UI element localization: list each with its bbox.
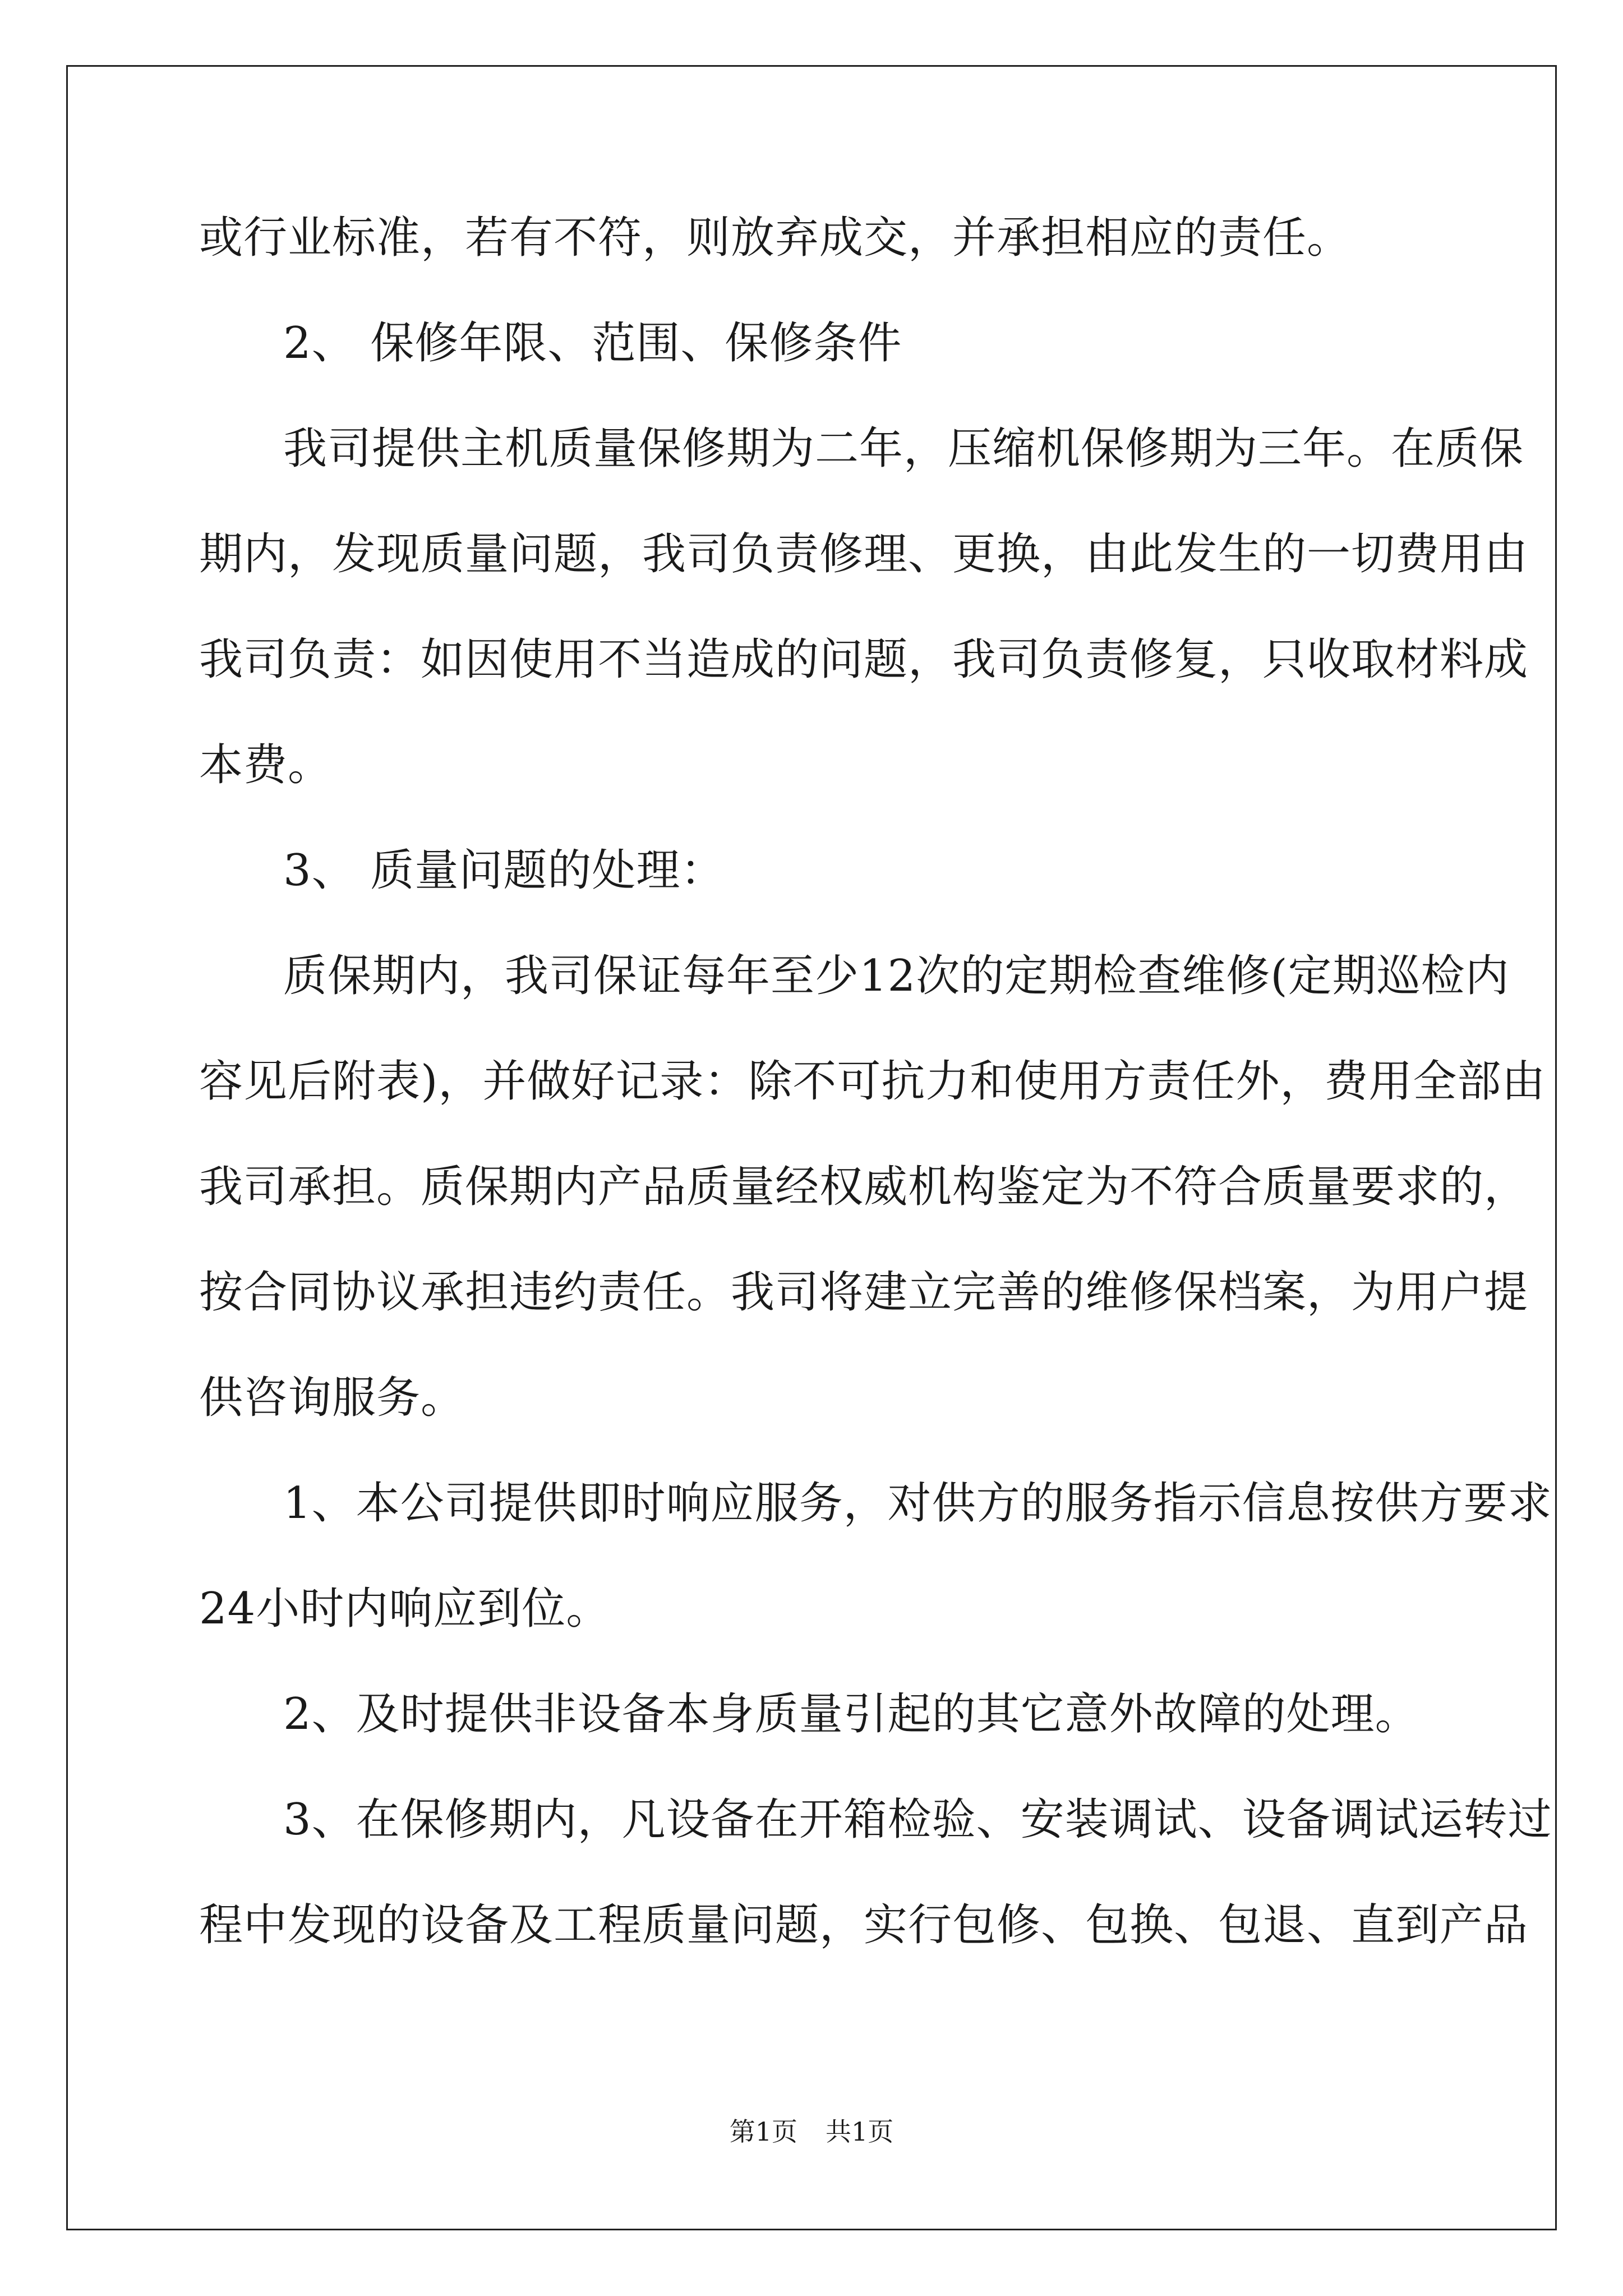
text-line: 3、在保修期内，凡设备在开箱检验、安装调试、设备调试运转过 <box>283 1795 1552 1845</box>
page-number-total: 共1页 <box>826 2116 894 2147</box>
text-line: 供咨询服务。 <box>199 1373 465 1423</box>
text-line: 我司提供主机质量保修期为二年，压缩机保修期为三年。在质保 <box>283 424 1524 474</box>
text-line: 我司负责：如因使用不当造成的问题，我司负责修复，只收取材料成 <box>199 634 1529 685</box>
page-number-current: 第1页 <box>729 2116 797 2147</box>
text-line: 程中发现的设备及工程质量问题，实行包修、包换、包退、直到产品 <box>199 1900 1529 1950</box>
page-footer <box>0 2115 1623 2148</box>
text-line: 质保期内，我司保证每年至少12次的定期检查维修(定期巡检内 <box>283 951 1510 1001</box>
text-line: 2、 保修年限、范围、保修条件 <box>283 318 902 369</box>
text-line: 2、及时提供非设备本身质量引起的其它意外故障的处理。 <box>283 1689 1419 1740</box>
text-line: 或行业标准，若有不符，则放弃成交，并承担相应的责任。 <box>199 213 1352 263</box>
text-line: 3、 质量问题的处理： <box>283 845 725 896</box>
text-line: 按合同协议承担违约责任。我司将建立完善的维修保档案，为用户提 <box>199 1267 1529 1318</box>
text-line: 容见后附表)，并做好记录：除不可抗力和使用方责任外，费用全部由 <box>199 1056 1546 1107</box>
text-line: 24小时内响应到位。 <box>199 1584 611 1634</box>
text-line: 我司承担。质保期内产品质量经权威机构鉴定为不符合质量要求的， <box>199 1162 1529 1212</box>
text-line: 1、本公司提供即时响应服务，对供方的服务指示信息按供方要求 <box>283 1478 1552 1529</box>
text-line: 期内，发现质量问题，我司负责修理、更换，由此发生的一切费用由 <box>199 529 1529 579</box>
text-line: 本费。 <box>199 740 333 790</box>
